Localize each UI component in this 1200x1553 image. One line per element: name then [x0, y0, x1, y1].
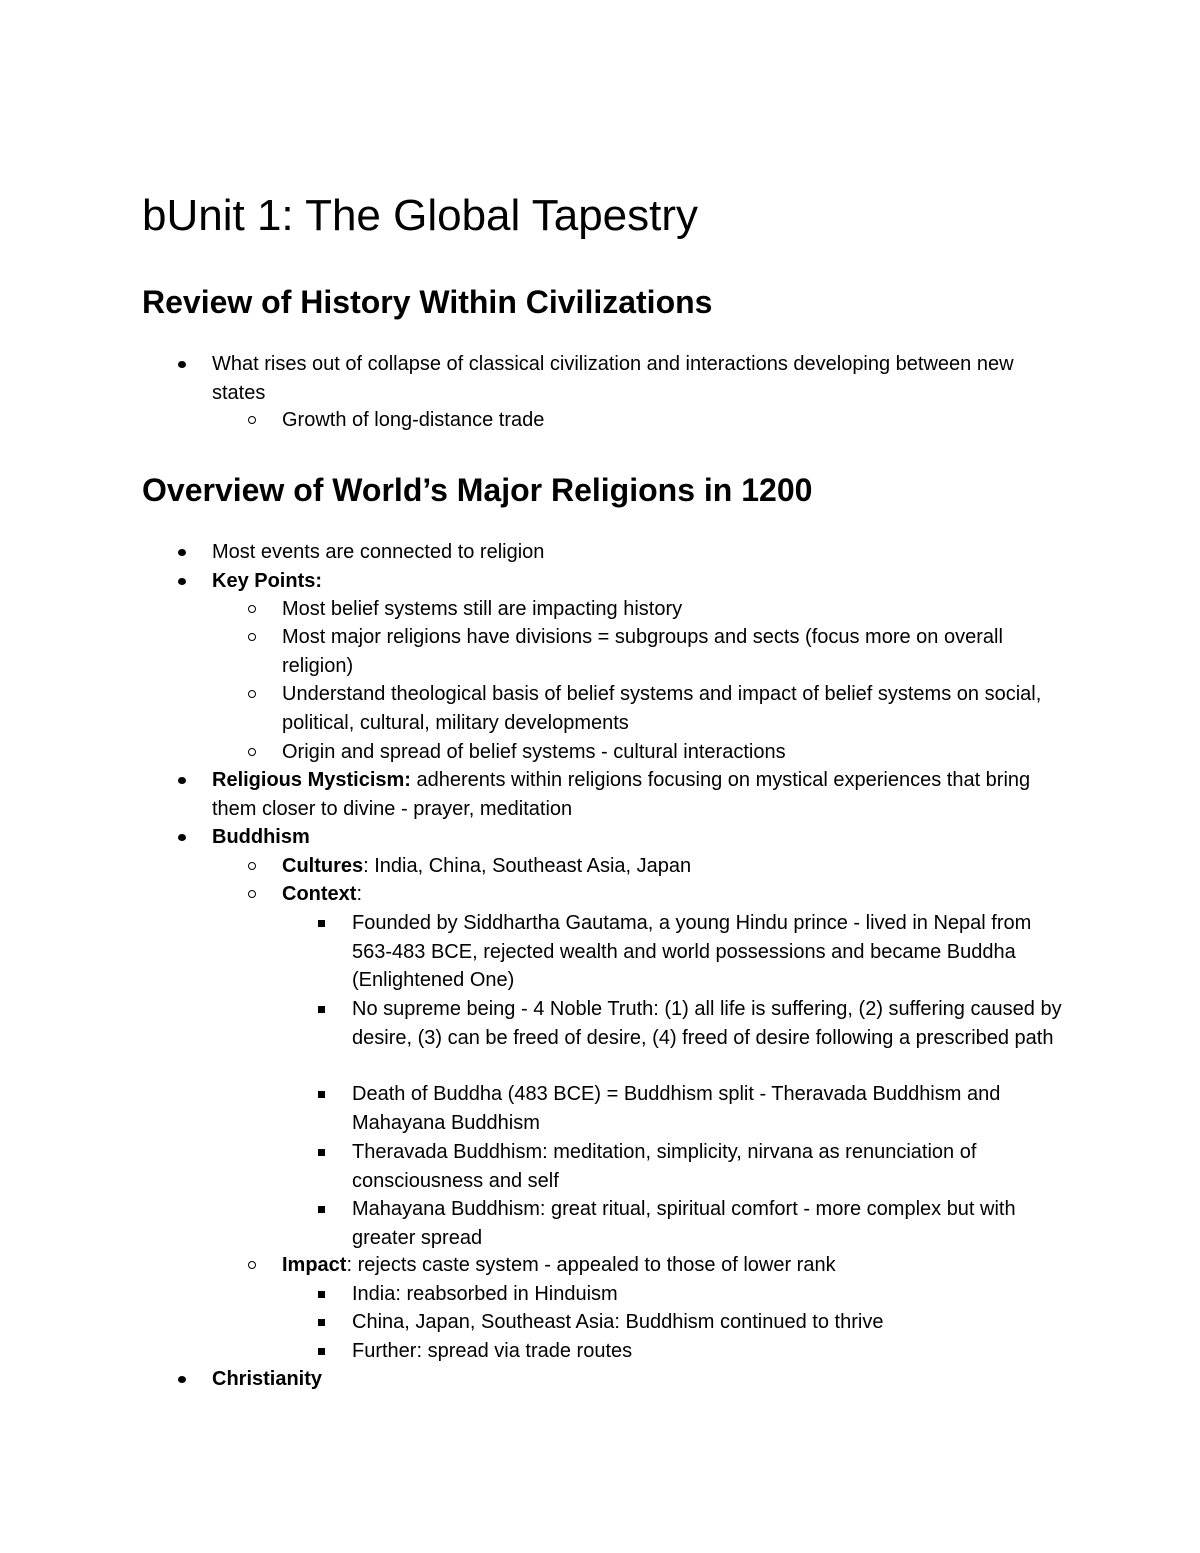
list-item-text: China, Japan, Southeast Asia: Buddhism continued to thrive — [352, 1311, 884, 1333]
list-item — [212, 567, 1072, 596]
key-points-label: Key Points: — [212, 570, 323, 592]
list-item-text: Understand theological basis of belief systems and impact of belief systems on social, political, cultural, military developments — [282, 683, 1042, 734]
impact-label: Impact — [282, 1254, 347, 1276]
list-item-text: What rises out of collapse of classical civilization and interactions developing between new states — [212, 353, 1014, 404]
list-item — [282, 623, 1072, 680]
list-item-text: No supreme being - 4 Noble Truth: (1) all life is suffering, (2) suffering caused by desire, (3) can be freed of desire, (4) freed of desire following a prescribed path — [352, 998, 1062, 1049]
list-item-text: Death of Buddha (483 BCE) = Buddhism split - Theravada Buddhism and Mahayana Buddhism — [352, 1083, 1001, 1134]
bullet-disc-icon — [178, 578, 186, 585]
bullet-disc-icon — [178, 834, 186, 841]
bullet-square-icon — [318, 1291, 325, 1298]
list-item-text: Further: spread via trade routes — [352, 1340, 633, 1362]
list-item — [352, 1195, 1072, 1252]
bullet-circle-icon — [248, 862, 256, 870]
list-item — [352, 909, 1072, 995]
context-label: Context — [282, 883, 357, 905]
bullet-square-icon — [318, 1348, 325, 1355]
bullet-disc-icon — [178, 1376, 186, 1383]
section-heading-review: Review of History Within Civilizations — [142, 284, 713, 320]
list-item — [352, 1138, 1072, 1195]
bullet-square-icon — [318, 1149, 325, 1156]
mysticism-label: Religious Mysticism: — [212, 769, 411, 791]
list-item-text: Theravada Buddhism: meditation, simplicity, nirvana as renunciation of consciousness and self — [352, 1141, 977, 1192]
list-item — [352, 1280, 1072, 1309]
bullet-circle-icon — [248, 633, 256, 641]
list-item — [352, 1337, 1072, 1366]
list-item-text: Mahayana Buddhism: great ritual, spiritual comfort - more complex but with greater spread — [352, 1198, 1016, 1249]
list-item — [212, 350, 1072, 407]
bullet-disc-icon — [178, 777, 186, 784]
mysticism-text: adherents within religions focusing on mystical experiences that bring them closer to divine - prayer, meditation — [212, 769, 1031, 820]
bullet-square-icon — [318, 1091, 325, 1098]
list-item — [212, 538, 1072, 567]
document-title: bUnit 1: The Global Tapestry — [142, 191, 699, 240]
section-heading-religions: Overview of World’s Major Religions in 1200 — [142, 472, 813, 508]
bullet-square-icon — [318, 1206, 325, 1213]
bullet-square-icon — [318, 1006, 325, 1013]
list-item-text: Most events are connected to religion — [212, 541, 545, 563]
list-item — [282, 880, 1072, 909]
christianity-label: Christianity — [212, 1368, 323, 1390]
list-item — [352, 995, 1072, 1052]
list-item-text: Growth of long-distance trade — [282, 409, 545, 431]
list-item-text: Origin and spread of belief systems - cultural interactions — [282, 741, 786, 763]
list-item — [282, 852, 1072, 881]
bullet-square-icon — [318, 920, 325, 927]
list-item-text: India: reabsorbed in Hinduism — [352, 1283, 618, 1305]
buddhism-label: Buddhism — [212, 826, 310, 848]
bullet-circle-icon — [248, 890, 256, 898]
cultures-text: : India, China, Southeast Asia, Japan — [363, 855, 692, 877]
bullet-square-icon — [318, 1319, 325, 1326]
cultures-label: Cultures — [282, 855, 364, 877]
bullet-circle-icon — [248, 1261, 256, 1269]
list-item — [352, 1080, 1072, 1137]
bullet-circle-icon — [248, 748, 256, 756]
list-item — [282, 680, 1072, 737]
bullet-disc-icon — [178, 549, 186, 556]
list-item-text: Most major religions have divisions = subgroups and sects (focus more on overall religion) — [282, 626, 1003, 677]
list-item — [212, 823, 1072, 852]
bullet-circle-icon — [248, 416, 256, 424]
context-text: : — [356, 883, 363, 905]
list-item — [352, 1308, 1072, 1337]
bullet-disc-icon — [178, 361, 186, 368]
list-item — [282, 406, 1072, 435]
impact-text: : rejects caste system - appealed to those of lower rank — [346, 1254, 836, 1276]
list-item-text: Most belief systems still are impacting history — [282, 598, 683, 620]
list-item-text: Founded by Siddhartha Gautama, a young Hindu prince - lived in Nepal from 563-483 BCE, rejected wealth and world possessions and became Buddha (Enlightened One) — [352, 912, 1032, 991]
bullet-circle-icon — [248, 605, 256, 613]
list-item — [282, 595, 1072, 624]
bullet-circle-icon — [248, 690, 256, 698]
list-item — [282, 738, 1072, 767]
list-item — [282, 1251, 1072, 1280]
list-item — [212, 766, 1072, 823]
list-item — [212, 1365, 1072, 1394]
